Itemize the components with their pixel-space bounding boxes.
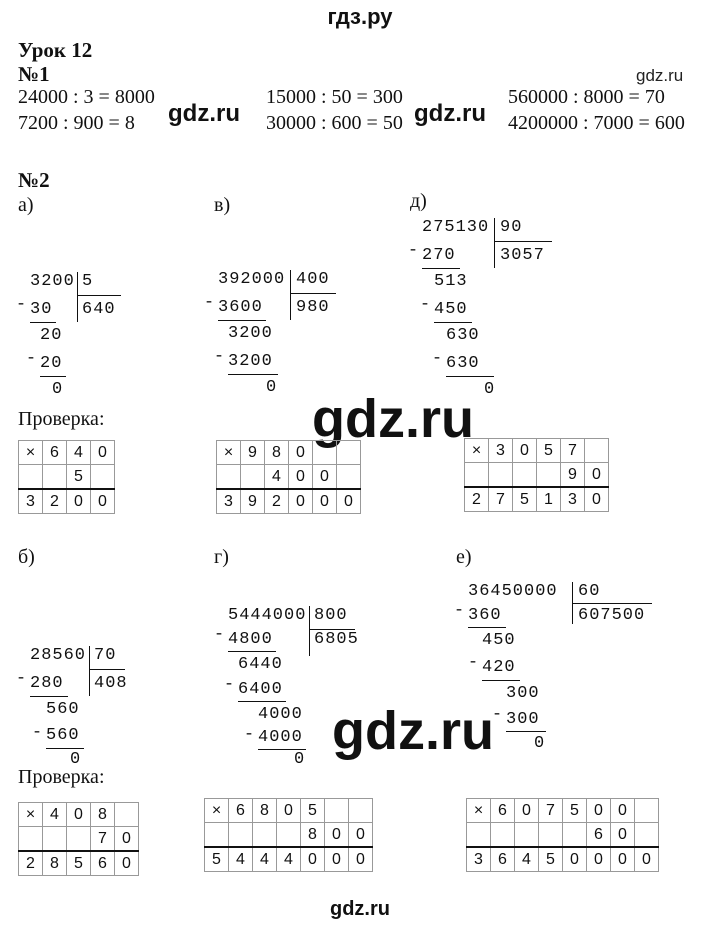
step: 3200: [228, 324, 273, 343]
divisor: 400: [296, 270, 330, 289]
check-cell: ×: [205, 799, 229, 823]
divisor: 5: [82, 272, 94, 291]
step: 20: [40, 354, 63, 373]
step: 420: [482, 658, 516, 677]
check-cell: 0: [289, 465, 313, 490]
check-cell: [277, 823, 301, 848]
check-cell: [241, 465, 265, 490]
check-cell: [313, 441, 337, 465]
check-cell: ×: [19, 803, 43, 827]
check-cell: [19, 827, 43, 852]
check-cell: 6: [587, 823, 611, 848]
check-cell: [337, 465, 361, 490]
check-cell: ×: [465, 439, 489, 463]
check-cell: [563, 823, 587, 848]
step: 6400: [238, 680, 283, 699]
step: 0: [294, 750, 306, 769]
dividend: 5444000: [228, 606, 307, 625]
check-cell: 4: [265, 465, 289, 490]
step: 560: [46, 700, 80, 719]
check-cell: [349, 799, 373, 823]
check-cell: ×: [19, 441, 43, 465]
check-cell: [205, 823, 229, 848]
check-cell: 4: [43, 803, 67, 827]
check-cell: 4: [67, 441, 91, 465]
check-cell: 0: [313, 489, 337, 514]
check-cell: ×: [217, 441, 241, 465]
part-label-v: в): [214, 194, 231, 216]
step: 450: [482, 631, 516, 650]
check-cell: 5: [563, 799, 587, 823]
lesson-title: Урок 12: [18, 38, 93, 62]
check-cell: 8: [265, 441, 289, 465]
check-cell: [217, 465, 241, 490]
task1-label: №1: [18, 62, 50, 86]
check-cell: 2: [19, 851, 43, 876]
quotient: 6805: [314, 630, 359, 649]
check-cell: 2: [43, 489, 67, 514]
check-cell: 0: [325, 847, 349, 872]
check-cell: 0: [585, 463, 609, 488]
check-cell: 0: [91, 441, 115, 465]
quotient: 640: [82, 300, 116, 319]
check-cell: 3: [489, 439, 513, 463]
watermark: gdz.ru: [168, 100, 240, 127]
check-cell: 5: [67, 465, 91, 490]
check-cell: 0: [289, 489, 313, 514]
check-cell: [115, 803, 139, 827]
check-cell: [19, 465, 43, 490]
check-cell: 4: [253, 847, 277, 872]
step: 560: [46, 726, 80, 745]
check-cell: 6: [229, 799, 253, 823]
step: 450: [434, 300, 468, 319]
check-cell: 0: [277, 799, 301, 823]
dividend: 392000: [218, 270, 286, 289]
dividend: 3200: [30, 272, 75, 291]
part-label-a: а): [18, 194, 34, 216]
check-cell: 0: [349, 823, 373, 848]
step: 300: [506, 684, 540, 703]
part-label-g: г): [214, 546, 229, 568]
check-table-v: [216, 440, 361, 514]
check-cell: 7: [91, 827, 115, 852]
check-cell: 4: [277, 847, 301, 872]
check-cell: 5: [537, 439, 561, 463]
check-cell: [537, 463, 561, 488]
step: 20: [40, 326, 63, 345]
check-cell: 0: [325, 823, 349, 848]
quotient: 3057: [500, 246, 545, 265]
check-table-g: [204, 798, 373, 872]
check-cell: [491, 823, 515, 848]
check-cell: 0: [585, 487, 609, 512]
check-cell: 4: [515, 847, 539, 872]
check-cell: 5: [513, 487, 537, 512]
part-label-e: е): [456, 546, 472, 568]
check-cell: [253, 823, 277, 848]
check-cell: 1: [537, 487, 561, 512]
check-cell: 7: [561, 439, 585, 463]
check-cell: 3: [19, 489, 43, 514]
check-cell: [67, 827, 91, 852]
check-cell: 8: [301, 823, 325, 848]
check-cell: 0: [301, 847, 325, 872]
check-cell: 6: [491, 847, 515, 872]
site-title: гдз.ру: [327, 4, 393, 29]
step: 300: [506, 710, 540, 729]
check-cell: 7: [539, 799, 563, 823]
step: 30: [30, 300, 53, 319]
check-cell: 0: [67, 803, 91, 827]
check-cell: [489, 463, 513, 488]
check-cell: [43, 827, 67, 852]
dividend: 28560: [30, 646, 87, 665]
divisor: 60: [578, 582, 601, 601]
step: 4000: [258, 705, 303, 724]
check-cell: 0: [67, 489, 91, 514]
check-cell: 0: [635, 847, 659, 872]
dividend: 36450000: [468, 582, 558, 601]
divisor: 70: [94, 646, 117, 665]
check-cell: [585, 439, 609, 463]
step: 4000: [258, 728, 303, 747]
step: 630: [446, 354, 480, 373]
step: 3600: [218, 298, 263, 317]
check-cell: [635, 799, 659, 823]
check-table-a: [18, 440, 115, 514]
check-cell: [539, 823, 563, 848]
check-cell: ×: [467, 799, 491, 823]
quotient: 408: [94, 674, 128, 693]
check-cell: 0: [611, 847, 635, 872]
equation: 15000 : 50 = 300: [266, 86, 403, 108]
check-cell: [325, 799, 349, 823]
step: 360: [468, 606, 502, 625]
check-cell: 0: [349, 847, 373, 872]
check-cell: 0: [587, 847, 611, 872]
check-cell: 5: [539, 847, 563, 872]
divisor: 90: [500, 218, 523, 237]
check-cell: 5: [205, 847, 229, 872]
check-cell: 0: [563, 847, 587, 872]
check-table-e: [466, 798, 659, 872]
check-cell: 0: [611, 799, 635, 823]
step: 0: [484, 380, 496, 399]
step: 0: [52, 380, 64, 399]
check-cell: 9: [241, 489, 265, 514]
check-cell: [43, 465, 67, 490]
check-cell: 6: [43, 441, 67, 465]
check-cell: [337, 441, 361, 465]
quotient: 607500: [578, 606, 646, 625]
check-cell: [91, 465, 115, 490]
check-cell: [229, 823, 253, 848]
check-cell: 0: [115, 827, 139, 852]
check-cell: 0: [611, 823, 635, 848]
check-cell: 5: [301, 799, 325, 823]
watermark: gdz.ru: [312, 389, 474, 449]
equation: 4200000 : 7000 = 600: [508, 112, 685, 134]
equation: 560000 : 8000 = 70: [508, 86, 665, 108]
check-cell: [515, 823, 539, 848]
check-cell: 8: [91, 803, 115, 827]
check-cell: 0: [313, 465, 337, 490]
dividend: 275130: [422, 218, 490, 237]
check-cell: 3: [467, 847, 491, 872]
check-cell: 0: [115, 851, 139, 876]
step: 630: [446, 326, 480, 345]
check-cell: [467, 823, 491, 848]
quotient: 980: [296, 298, 330, 317]
check-cell: 0: [91, 489, 115, 514]
check-cell: 0: [513, 439, 537, 463]
check-cell: 8: [43, 851, 67, 876]
step: 513: [434, 272, 468, 291]
task2-label: №2: [18, 168, 50, 192]
step: 270: [422, 246, 456, 265]
check-cell: [465, 463, 489, 488]
check-label: Проверка:: [18, 766, 105, 788]
check-label: Проверка:: [18, 408, 105, 430]
check-cell: 4: [229, 847, 253, 872]
check-cell: 3: [217, 489, 241, 514]
check-cell: 0: [337, 489, 361, 514]
check-cell: 7: [489, 487, 513, 512]
step: 280: [30, 674, 64, 693]
check-cell: 0: [587, 799, 611, 823]
check-cell: [635, 823, 659, 848]
step: 0: [266, 378, 278, 397]
divisor: 800: [314, 606, 348, 625]
check-table-b: [18, 802, 139, 876]
footer-watermark: gdz.ru: [330, 898, 390, 920]
equation: 24000 : 3 = 8000: [18, 86, 155, 108]
watermark: gdz.ru: [636, 66, 684, 85]
step: 6440: [238, 655, 283, 674]
check-cell: 0: [289, 441, 313, 465]
check-table-d: [464, 438, 609, 512]
watermark: gdz.ru: [332, 701, 494, 761]
check-cell: 3: [561, 487, 585, 512]
check-cell: 2: [265, 489, 289, 514]
check-cell: [513, 463, 537, 488]
part-label-b: б): [18, 546, 35, 568]
step: 4800: [228, 630, 273, 649]
check-cell: 2: [465, 487, 489, 512]
check-cell: 5: [67, 851, 91, 876]
check-cell: 6: [491, 799, 515, 823]
check-cell: 8: [253, 799, 277, 823]
step: 0: [534, 734, 546, 753]
check-cell: 0: [515, 799, 539, 823]
check-cell: 9: [561, 463, 585, 488]
step: 3200: [228, 352, 273, 371]
check-cell: 6: [91, 851, 115, 876]
check-cell: 9: [241, 441, 265, 465]
equation: 7200 : 900 = 8: [18, 112, 135, 134]
watermark: gdz.ru: [414, 100, 486, 127]
equation: 30000 : 600 = 50: [266, 112, 403, 134]
step: 0: [70, 750, 82, 769]
part-label-d: д): [410, 190, 427, 212]
